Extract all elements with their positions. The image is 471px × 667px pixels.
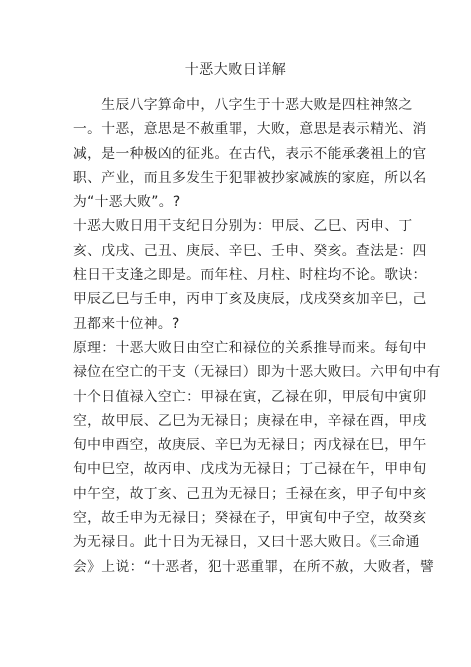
text-line: 丑都来十位神。? [73,315,180,332]
text-line: 会》上说：“十恶者，犯十恶重罪，在所不赦，大败者，譬 [73,558,435,575]
text-line: 空，故壬申为无禄日；癸禄在子，甲寅旬中子空，故癸亥 [73,510,427,527]
text-line: 原理：十恶大败日由空亡和禄位的关系推导而来。每旬中 [73,339,427,356]
text-line: 生辰八字算命中，八字生于十恶大败是四柱神煞之 [73,97,413,113]
text-line: 空，故甲辰、乙巳为无禄日；庚禄在申，辛禄在酉，甲戌 [73,412,427,429]
text-line: 中午空，故丁亥、己丑为无禄日；壬禄在亥，甲子旬中亥 [73,485,427,502]
text-line: 甲辰乙巳与壬申，丙申丁亥及庚辰，戊戌癸亥加辛巳，己 [73,291,427,308]
text-line: 旬中巳空，故丙申、戊戌为无禄日；丁己禄在午，甲申旬 [73,461,427,478]
text-line: 减，是一种极凶的征兆。在古代，表示不能承袭祖上的官 [73,145,427,162]
text-line: 禄位在空亡的干支（无禄曰）即为十恶大败曰。六甲旬中有 [73,364,441,381]
text-line: 旬中申酉空，故庚辰、辛巳为无禄日；丙戊禄在巳，甲午 [73,437,427,454]
text-line: 柱日干支逢之即是。而年柱、月柱、时柱均不论。歌诀： [73,267,427,284]
document-title: 十恶大败日详解 [184,62,287,78]
text-line: 亥、戊戌、己丑、庚辰、辛巳、壬申、癸亥。查法是：四 [73,242,427,259]
text-line: 十恶大败日用干支纪日分别为：甲辰、乙巳、丙申、丁 [73,218,413,235]
text-line: 职、产业，而且多发生于犯罪被抄家减族的家庭，所以名 [73,169,427,186]
text-line: 为无禄日。此十日为无禄日，又曰十恶大败日。《三命通 [73,534,420,551]
text-line: 十个日值禄入空亡：甲禄在寅，乙禄在卯，甲辰旬中寅卯 [73,388,427,405]
text-line: 一。十恶，意思是不赦重罪，大败，意思是表示精光、消 [73,121,427,138]
text-line: 为“十恶大败”。? [73,194,181,211]
document-body [73,93,441,579]
